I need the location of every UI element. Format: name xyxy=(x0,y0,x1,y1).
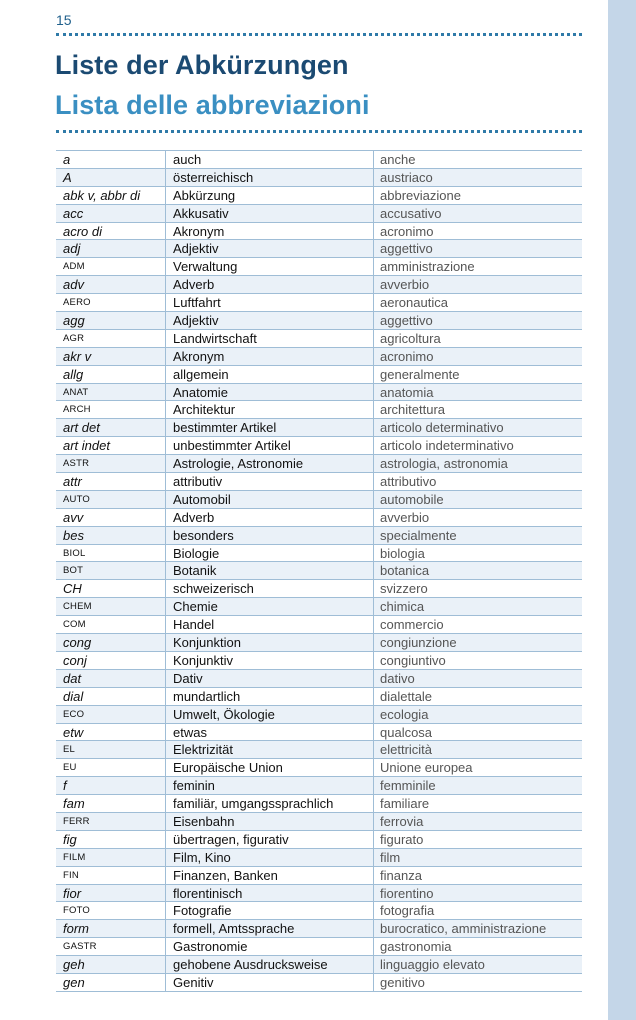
german-meaning-cell: Akronym xyxy=(166,223,374,240)
italian-meaning-cell: dativo xyxy=(380,670,415,686)
italian-meaning-cell: automobile xyxy=(380,491,444,507)
german-meaning-cell: bestimmter Artikel xyxy=(166,419,374,436)
table-row xyxy=(56,205,582,223)
italian-meaning-cell: acronimo xyxy=(380,223,434,239)
italian-meaning-cell: femminile xyxy=(380,778,436,794)
table-row xyxy=(56,562,582,580)
table-row xyxy=(56,401,582,419)
table-row xyxy=(56,741,582,759)
abbreviation-cell: fig xyxy=(56,831,166,848)
table-row xyxy=(56,527,582,545)
italian-meaning-cell: ecologia xyxy=(380,706,429,722)
table-row xyxy=(56,902,582,920)
abbreviation-cell: CH xyxy=(56,580,166,597)
abbreviation-cell: gen xyxy=(56,974,166,991)
abbreviation-cell: AUTO xyxy=(56,491,166,508)
italian-meaning-cell: gastronomia xyxy=(380,939,452,955)
italian-meaning-cell: familiare xyxy=(380,796,430,812)
german-meaning-cell: Landwirtschaft xyxy=(166,330,374,347)
dotted-divider-bottom xyxy=(56,130,582,133)
table-row xyxy=(56,455,582,473)
italian-meaning-cell: Unione europea xyxy=(380,760,473,776)
abbreviation-cell: adv xyxy=(56,276,166,293)
italian-meaning-cell: generalmente xyxy=(380,366,460,382)
italian-meaning-cell: film xyxy=(380,849,401,865)
italian-meaning-cell: congiuntivo xyxy=(380,652,446,668)
german-meaning-cell: feminin xyxy=(166,777,374,794)
italian-meaning-cell: qualcosa xyxy=(380,724,433,740)
german-meaning-cell: Umwelt, Ökologie xyxy=(166,706,374,723)
german-meaning-cell: Konjunktion xyxy=(166,634,374,651)
german-meaning-cell: Luftfahrt xyxy=(166,294,374,311)
italian-meaning-cell: figurato xyxy=(380,831,424,847)
italian-meaning-cell: agricoltura xyxy=(380,330,441,346)
abbreviation-cell: COM xyxy=(56,616,166,633)
abbreviation-cell: etw xyxy=(56,724,166,741)
abbreviation-cell: EU xyxy=(56,759,166,776)
german-meaning-cell: Automobil xyxy=(166,491,374,508)
german-meaning-cell: österreichisch xyxy=(166,169,374,186)
german-meaning-cell: Akronym xyxy=(166,348,374,365)
page-number: 15 xyxy=(56,12,72,28)
italian-meaning-cell: linguaggio elevato xyxy=(380,957,485,973)
italian-meaning-cell: botanica xyxy=(380,563,430,579)
italian-meaning-cell: congiunzione xyxy=(380,635,457,651)
german-meaning-cell: Fotografie xyxy=(166,902,374,919)
german-meaning-cell: attributiv xyxy=(166,473,374,490)
german-meaning-cell: familiär, umgangssprachlich xyxy=(166,795,374,812)
german-meaning-cell: Akkusativ xyxy=(166,205,374,222)
german-meaning-cell: Konjunktiv xyxy=(166,652,374,669)
italian-meaning-cell: avverbio xyxy=(380,509,430,525)
german-meaning-cell: gehobene Ausdrucksweise xyxy=(166,956,374,973)
abbreviation-cell: attr xyxy=(56,473,166,490)
german-meaning-cell: formell, Amtssprache xyxy=(166,920,374,937)
abbreviation-cell: CHEM xyxy=(56,598,166,615)
abbreviation-cell: EL xyxy=(56,741,166,758)
german-meaning-cell: Architektur xyxy=(166,401,374,418)
german-meaning-cell: Genitiv xyxy=(166,974,374,991)
table-row xyxy=(56,151,582,169)
italian-meaning-cell: avverbio xyxy=(380,277,430,293)
german-meaning-cell: schweizerisch xyxy=(166,580,374,597)
italian-meaning-cell: commercio xyxy=(380,617,444,633)
table-row xyxy=(56,580,582,598)
german-meaning-cell: Handel xyxy=(166,616,374,633)
italian-meaning-cell: acronimo xyxy=(380,348,434,364)
german-meaning-cell: Elektrizität xyxy=(166,741,374,758)
table-row xyxy=(56,813,582,831)
italian-meaning-cell: fiorentino xyxy=(380,885,434,901)
abbreviation-cell: FILM xyxy=(56,849,166,866)
abbreviation-cell: A xyxy=(56,169,166,186)
italian-meaning-cell: burocratico, amministrazione xyxy=(380,921,547,937)
table-row xyxy=(56,473,582,491)
table-row xyxy=(56,885,582,903)
table-row xyxy=(56,670,582,688)
table-row xyxy=(56,169,582,187)
german-meaning-cell: mundartlich xyxy=(166,688,374,705)
table-row xyxy=(56,384,582,402)
german-meaning-cell: Biologie xyxy=(166,545,374,562)
table-row xyxy=(56,759,582,777)
italian-meaning-cell: accusativo xyxy=(380,205,442,221)
abbreviation-cell: avv xyxy=(56,509,166,526)
german-meaning-cell: florentinisch xyxy=(166,885,374,902)
italian-meaning-cell: aeronautica xyxy=(380,295,448,311)
italian-meaning-cell: genitivo xyxy=(380,974,425,990)
table-row xyxy=(56,240,582,258)
table-row xyxy=(56,437,582,455)
italian-meaning-cell: specialmente xyxy=(380,527,457,543)
table-row xyxy=(56,294,582,312)
table-row xyxy=(56,276,582,294)
german-meaning-cell: Adverb xyxy=(166,509,374,526)
abbreviation-cell: FIN xyxy=(56,867,166,884)
abbreviation-cell: conj xyxy=(56,652,166,669)
table-row xyxy=(56,849,582,867)
german-meaning-cell: etwas xyxy=(166,724,374,741)
abbreviation-cell: AGR xyxy=(56,330,166,347)
abbreviation-cell: ARCH xyxy=(56,401,166,418)
abbreviation-cell: dial xyxy=(56,688,166,705)
german-meaning-cell: Gastronomie xyxy=(166,938,374,955)
table-row xyxy=(56,348,582,366)
italian-meaning-cell: aggettivo xyxy=(380,241,433,257)
german-meaning-cell: besonders xyxy=(166,527,374,544)
abbreviation-cell: art indet xyxy=(56,437,166,454)
german-meaning-cell: Film, Kino xyxy=(166,849,374,866)
abbreviation-cell: ADM xyxy=(56,258,166,275)
table-row xyxy=(56,509,582,527)
abbreviation-cell: AERO xyxy=(56,294,166,311)
italian-meaning-cell: anche xyxy=(380,152,416,167)
abbreviation-cell: f xyxy=(56,777,166,794)
italian-meaning-cell: elettricità xyxy=(380,742,433,758)
abbreviation-cell: geh xyxy=(56,956,166,973)
abbreviation-cell: allg xyxy=(56,366,166,383)
abbreviation-cell: adj xyxy=(56,240,166,257)
abbreviation-cell: fam xyxy=(56,795,166,812)
table-row xyxy=(56,598,582,616)
table-row xyxy=(56,223,582,241)
abbreviation-cell: art det xyxy=(56,419,166,436)
table-row xyxy=(56,545,582,563)
abbreviation-cell: bes xyxy=(56,527,166,544)
page-title-italian: Lista delle abbreviazioni xyxy=(55,90,370,120)
german-meaning-cell: Verwaltung xyxy=(166,258,374,275)
german-meaning-cell: allgemein xyxy=(166,366,374,383)
table-row xyxy=(56,706,582,724)
italian-meaning-cell: biologia xyxy=(380,545,425,561)
italian-meaning-cell: amministrazione xyxy=(380,259,475,275)
abbreviation-cell: FOTO xyxy=(56,902,166,919)
table-row xyxy=(56,867,582,885)
german-meaning-cell: Dativ xyxy=(166,670,374,687)
abbreviation-cell: fior xyxy=(56,885,166,902)
table-row xyxy=(56,956,582,974)
table-row xyxy=(56,312,582,330)
table-row xyxy=(56,187,582,205)
table-row xyxy=(56,330,582,348)
italian-meaning-cell: anatomia xyxy=(380,384,434,400)
abbreviation-cell: cong xyxy=(56,634,166,651)
abbreviation-cell: FERR xyxy=(56,813,166,830)
italian-meaning-cell: abbreviazione xyxy=(380,187,461,203)
abbreviation-cell: akr v xyxy=(56,348,166,365)
italian-meaning-cell: chimica xyxy=(380,599,425,615)
italian-meaning-cell: dialettale xyxy=(380,688,433,704)
table-row xyxy=(56,616,582,634)
abbreviation-cell: form xyxy=(56,920,166,937)
italian-meaning-cell: austriaco xyxy=(380,169,433,185)
table-row xyxy=(56,974,582,992)
abbreviation-cell: acro di xyxy=(56,223,166,240)
abbreviation-cell: ASTR xyxy=(56,455,166,472)
german-meaning-cell: Chemie xyxy=(166,598,374,615)
table-row xyxy=(56,258,582,276)
german-meaning-cell: übertragen, figurativ xyxy=(166,831,374,848)
table-row xyxy=(56,688,582,706)
dotted-divider-top xyxy=(56,33,582,36)
german-meaning-cell: Adverb xyxy=(166,276,374,293)
german-meaning-cell: Abkürzung xyxy=(166,187,374,204)
german-meaning-cell: unbestimmter Artikel xyxy=(166,437,374,454)
abbreviation-cell: ANAT xyxy=(56,384,166,401)
table-row xyxy=(56,938,582,956)
table-row xyxy=(56,831,582,849)
italian-meaning-cell: fotografia xyxy=(380,903,435,919)
german-meaning-cell: Europäische Union xyxy=(166,759,374,776)
italian-meaning-cell: attributivo xyxy=(380,474,437,490)
table-row xyxy=(56,419,582,437)
german-meaning-cell: auch xyxy=(166,151,374,168)
table-row xyxy=(56,652,582,670)
table-row xyxy=(56,366,582,384)
table-row xyxy=(56,920,582,938)
abbreviation-cell: abk v, abbr di xyxy=(56,187,166,204)
abbreviation-cell: acc xyxy=(56,205,166,222)
italian-meaning-cell: svizzero xyxy=(380,581,428,597)
abbreviation-cell: BIOL xyxy=(56,545,166,562)
italian-meaning-cell: astrologia, astronomia xyxy=(380,456,508,472)
german-meaning-cell: Finanzen, Banken xyxy=(166,867,374,884)
table-row xyxy=(56,724,582,742)
italian-meaning-cell: articolo determinativo xyxy=(380,420,504,436)
italian-meaning-cell: architettura xyxy=(380,402,446,418)
abbreviations-table xyxy=(56,150,582,992)
abbreviation-cell: BOT xyxy=(56,562,166,579)
table-row xyxy=(56,491,582,509)
italian-meaning-cell: ferrovia xyxy=(380,813,424,829)
italian-meaning-cell: articolo indeterminativo xyxy=(380,438,514,454)
german-meaning-cell: Adjektiv xyxy=(166,240,374,257)
german-meaning-cell: Astrologie, Astronomie xyxy=(166,455,374,472)
table-row xyxy=(56,634,582,652)
abbreviation-cell: ECO xyxy=(56,706,166,723)
italian-meaning-cell: aggettivo xyxy=(380,313,433,329)
german-meaning-cell: Adjektiv xyxy=(166,312,374,329)
side-thumb-tab xyxy=(608,0,636,1020)
german-meaning-cell: Anatomie xyxy=(166,384,374,401)
abbreviation-cell: a xyxy=(56,151,166,168)
italian-meaning-cell: finanza xyxy=(380,867,422,883)
table-row xyxy=(56,777,582,795)
page-title-german: Liste der Abkürzungen xyxy=(55,50,349,80)
abbreviation-cell: agg xyxy=(56,312,166,329)
german-meaning-cell: Botanik xyxy=(166,562,374,579)
abbreviation-cell: dat xyxy=(56,670,166,687)
table-row xyxy=(56,795,582,813)
german-meaning-cell: Eisenbahn xyxy=(166,813,374,830)
abbreviation-cell: GASTR xyxy=(56,938,166,955)
